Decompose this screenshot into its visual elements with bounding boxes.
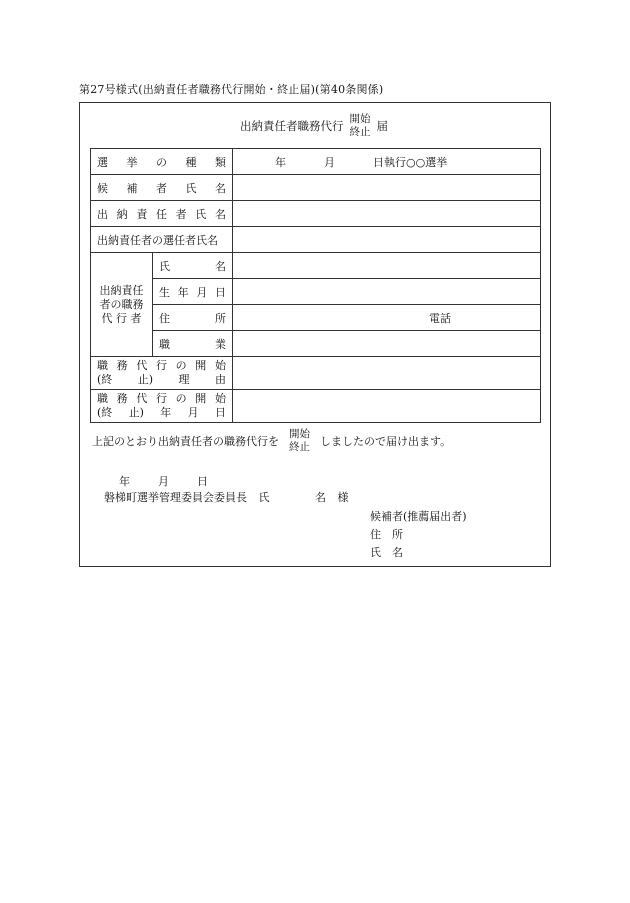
notice-option-end: 終止: [289, 441, 310, 453]
notice-text: [92, 427, 451, 455]
row-election-type: [91, 149, 541, 175]
addressee-line: [104, 489, 349, 505]
submitter-address-label: 住 所: [370, 528, 403, 541]
title-option-stack: [350, 113, 371, 139]
title-option-start: 開始: [349, 113, 371, 125]
submitter-name-label: 氏 名: [370, 546, 403, 559]
addressee-name-second: 名: [315, 491, 326, 504]
label-agent-group: 出納責任 者の職務 代 行 者: [91, 253, 153, 357]
value-treasurer-name[interactable]: [233, 201, 541, 227]
notice-option-start: 開始: [289, 428, 310, 440]
value-agent-address[interactable]: [233, 305, 541, 331]
addressee-name-first: 氏: [258, 491, 270, 504]
phone-label: 電話: [429, 311, 451, 325]
notice-suffix: しましたので届け出ます。: [320, 435, 452, 448]
value-appointer-name[interactable]: [233, 227, 541, 253]
label-agent-occupation: 職 業: [153, 331, 233, 357]
notice-option-stack: [289, 428, 310, 454]
title-prefix: 出納責任者職務代行: [240, 119, 344, 133]
label-candidate-name: 候 補 者 氏 名: [91, 175, 233, 201]
row-treasurer-name: [91, 201, 541, 227]
submitter-label: 候補者(推薦届出者): [370, 510, 467, 523]
addressee: 磐梯町選挙管理委員会委員長: [104, 491, 247, 504]
row-agent-birthdate: [91, 279, 541, 305]
title-option-end: 終止: [349, 126, 371, 138]
value-election-type[interactable]: 年 月 日執行○○選挙: [233, 149, 541, 175]
label-date: 職 務 代 行 の 開 始 (終 止) 年 月 日: [91, 390, 233, 423]
notice-prefix: 上記のとおり出納責任者の職務代行を: [92, 435, 279, 448]
value-agent-name[interactable]: [233, 253, 541, 279]
label-reason: 職 務 代 行 の 開 始 (終 止) 理 由: [91, 357, 233, 390]
row-agent-address: [91, 305, 541, 331]
value-agent-occupation[interactable]: [233, 331, 541, 357]
row-agent-name: [91, 253, 541, 279]
row-appointer-name: [91, 227, 541, 253]
form-title: [240, 112, 388, 140]
label-treasurer-name: 出 納 責 任 者 氏 名: [91, 201, 233, 227]
row-candidate-name: [91, 175, 541, 201]
signature-date: 年 月 日: [119, 475, 208, 488]
form-table: [90, 148, 541, 423]
label-election-type: 選 挙 の 種 類: [91, 149, 233, 175]
value-agent-birthdate[interactable]: [233, 279, 541, 305]
row-date: [91, 390, 541, 423]
honorific: 様: [337, 491, 349, 504]
value-reason[interactable]: [233, 357, 541, 390]
row-reason: [91, 357, 541, 390]
label-appointer-name: 出納責任者の選任者氏名: [91, 227, 233, 253]
value-date[interactable]: [233, 390, 541, 423]
row-agent-occupation: [91, 331, 541, 357]
value-candidate-name[interactable]: [233, 175, 541, 201]
label-agent-name: 氏 名: [153, 253, 233, 279]
label-agent-address: 住 所: [153, 305, 233, 331]
title-suffix: 届: [376, 119, 388, 133]
form-caption: 第27号様式(出納責任者職務代行開始・終止届)(第40条関係): [79, 83, 384, 96]
label-agent-birthdate: 生 年 月 日: [153, 279, 233, 305]
